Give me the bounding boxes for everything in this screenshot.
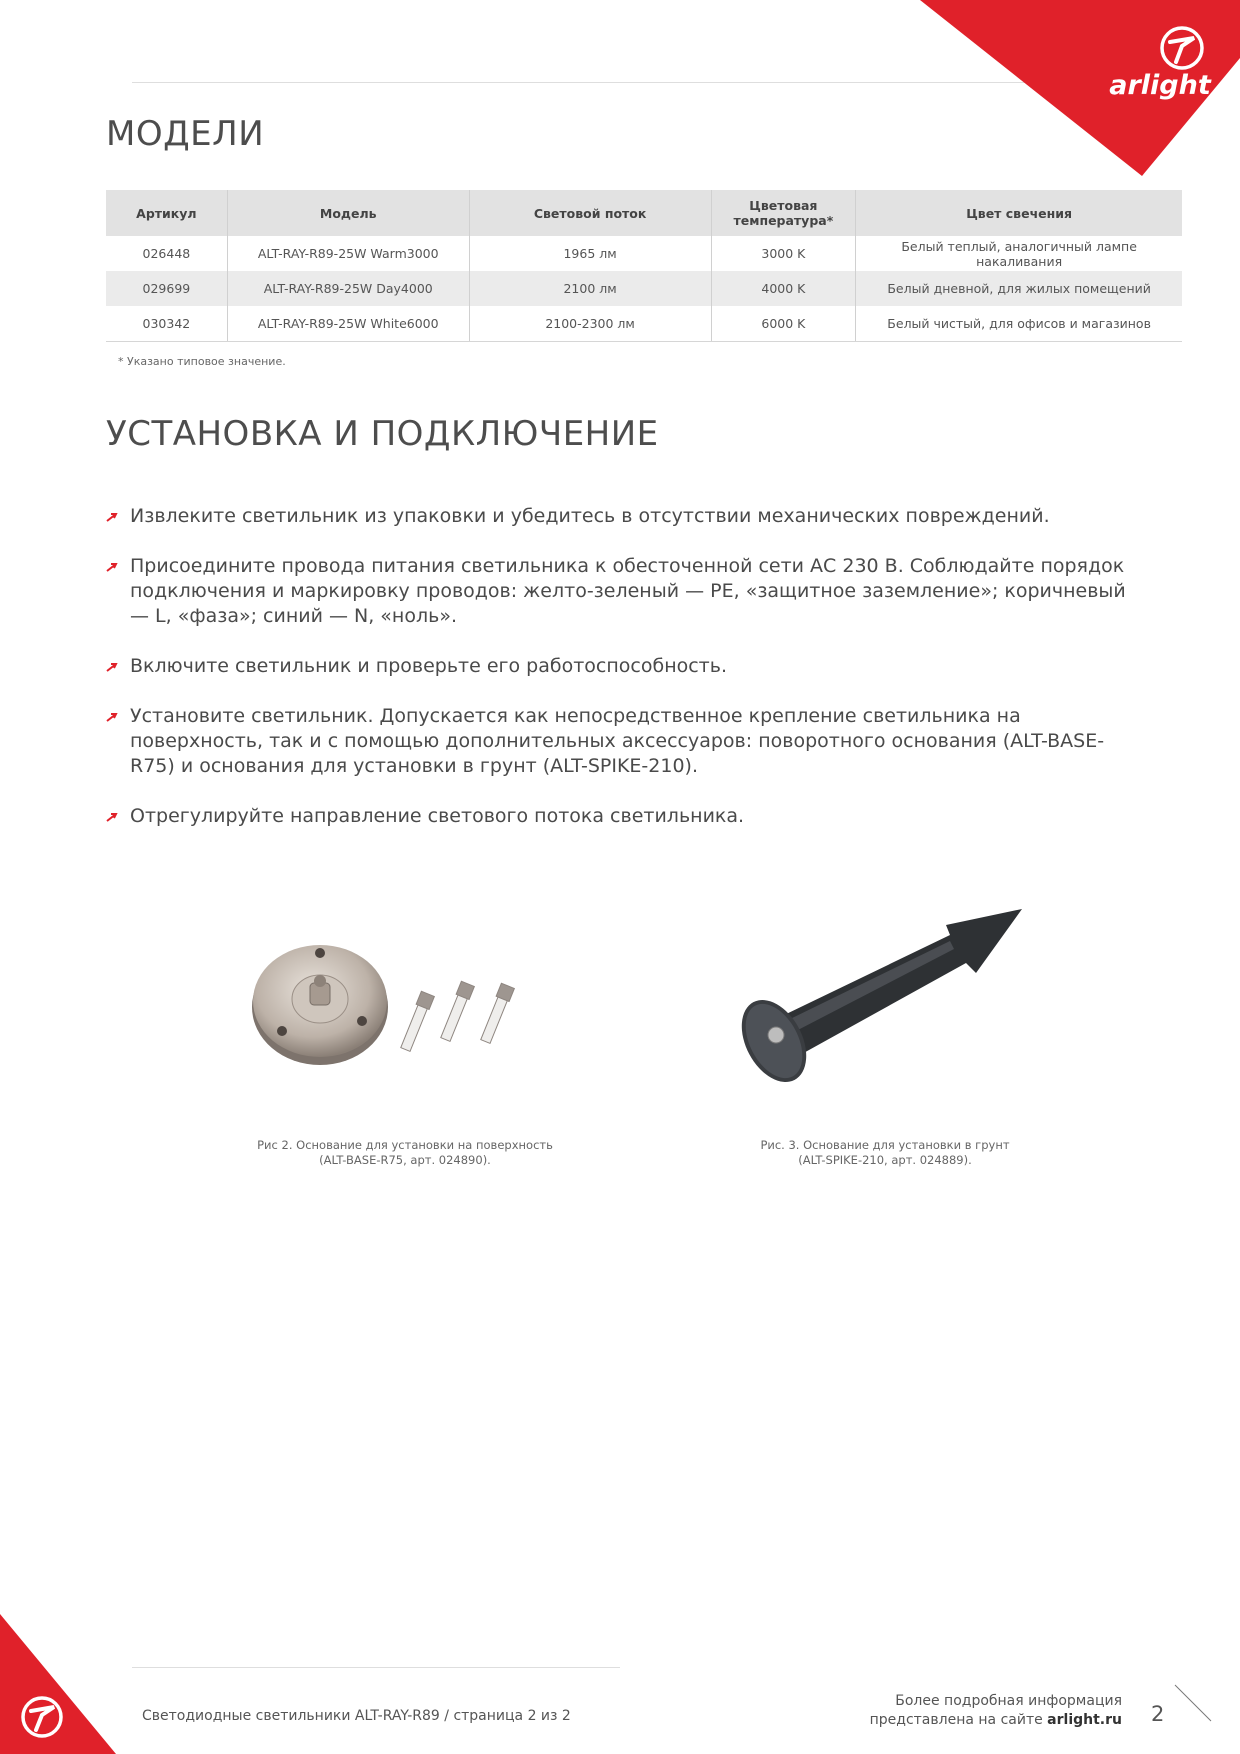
table-cell: Белый дневной, для жилых помещений: [856, 271, 1182, 306]
step-text: Отрегулируйте направление светового потока светильника.: [130, 805, 745, 827]
brand-logo: [920, 0, 1240, 180]
red-arrow-icon: [106, 812, 118, 822]
install-heading: УСТАНОВКА И ПОДКЛЮЧЕНИЕ: [106, 414, 659, 454]
table-row: [106, 236, 1182, 271]
column-header: Цвет свечения: [856, 190, 1182, 236]
step-text: Присоедините провода питания светильника к обесточенной сети АС 230 В. Соблюдайте порядок подключения и маркировку проводов: желто-зеленый — PE, «защитное заземление»; коричневый — L, «фаза»; синий — N, «ноль».: [130, 555, 1126, 627]
list-item: [106, 704, 1146, 779]
table-cell: 029699: [106, 271, 227, 306]
step-text: Извлеките светильник из упаковки и убедитесь в отсутствии механических повреждений.: [130, 505, 1050, 527]
models-table: [106, 190, 1182, 342]
table-row: [106, 271, 1182, 306]
table-cell: 4000 K: [711, 271, 856, 306]
list-item: [106, 554, 1146, 629]
table-cell: 2100 лм: [469, 271, 711, 306]
site-link[interactable]: arlight.ru: [1047, 1712, 1122, 1728]
table-cell: ALT-RAY-R89-25W Warm3000: [227, 236, 469, 271]
table-cell: 026448: [142, 246, 191, 261]
figure-caption-line: Рис 2. Основание для установки на поверхность: [257, 1138, 553, 1152]
models-heading: МОДЕЛИ: [106, 114, 265, 154]
red-arrow-icon: [106, 712, 118, 722]
install-steps: [106, 504, 1146, 854]
list-item: [106, 654, 1146, 679]
footer-info: [870, 1692, 1122, 1730]
footer-info-prefix: представлена на сайте: [869, 1712, 1048, 1728]
ground-spike-image: [740, 905, 1030, 1105]
red-arrow-icon: [106, 512, 118, 522]
footer-logo-icon: [0, 1614, 120, 1754]
table-cell: 3000 K: [711, 236, 856, 271]
brand-logo-text: arlight: [1109, 70, 1211, 101]
surface-base-image: [250, 935, 560, 1085]
footer-info-line: Более подробная информация: [895, 1693, 1122, 1709]
table-cell: Белый теплый, аналогичный лампе накаливания: [856, 236, 1182, 271]
red-arrow-icon: [106, 562, 118, 572]
table-cell: 6000 K: [711, 306, 856, 342]
footer-divider: [132, 1667, 620, 1668]
document-title: Светодиодные светильники ALT-RAY-R89 / страница 2 из 2: [142, 1708, 571, 1724]
step-text: Установите светильник. Допускается как непосредственное крепление светильника на поверхность, так и с помощью дополнительных аксессуаров: поворотного основания (ALT-BASE-R75) и основания для установки в грунт (ALT-SPIKE-210).: [130, 705, 1105, 777]
column-header: Цветовая температура*: [711, 190, 856, 236]
figure-caption: [225, 1138, 585, 1168]
list-item: [106, 804, 1146, 829]
figure-caption-line: (ALT-BASE-R75, арт. 024890).: [319, 1153, 491, 1167]
table-header-row: [106, 190, 1182, 236]
column-header: Модель: [227, 190, 469, 236]
page-number: 2: [1151, 1702, 1165, 1726]
figure-caption-line: (ALT-SPIKE-210, арт. 024889).: [798, 1153, 972, 1167]
list-item: [106, 504, 1146, 529]
header-divider: [132, 82, 1032, 83]
table-cell: Белый чистый, для офисов и магазинов: [856, 306, 1182, 342]
figure-caption: [700, 1138, 1070, 1168]
red-arrow-icon: [106, 662, 118, 672]
figure-caption-line: Рис. 3. Основание для установки в грунт: [760, 1138, 1010, 1152]
table-cell: ALT-RAY-R89-25W White6000: [227, 306, 469, 342]
table-cell: 1965 лм: [469, 236, 711, 271]
footer-info-line: [870, 1711, 1122, 1730]
column-header: Артикул: [106, 190, 227, 236]
table-cell: 2100-2300 лм: [469, 306, 711, 342]
column-header: Световой поток: [469, 190, 711, 236]
table-row: [106, 306, 1182, 342]
table-cell: ALT-RAY-R89-25W Day4000: [227, 271, 469, 306]
table-cell: 030342: [106, 306, 227, 342]
step-text: Включите светильник и проверьте его работоспособность.: [130, 655, 727, 677]
table-note: * Указано типовое значение.: [118, 355, 286, 368]
page-slash-decoration: [1173, 1683, 1213, 1723]
